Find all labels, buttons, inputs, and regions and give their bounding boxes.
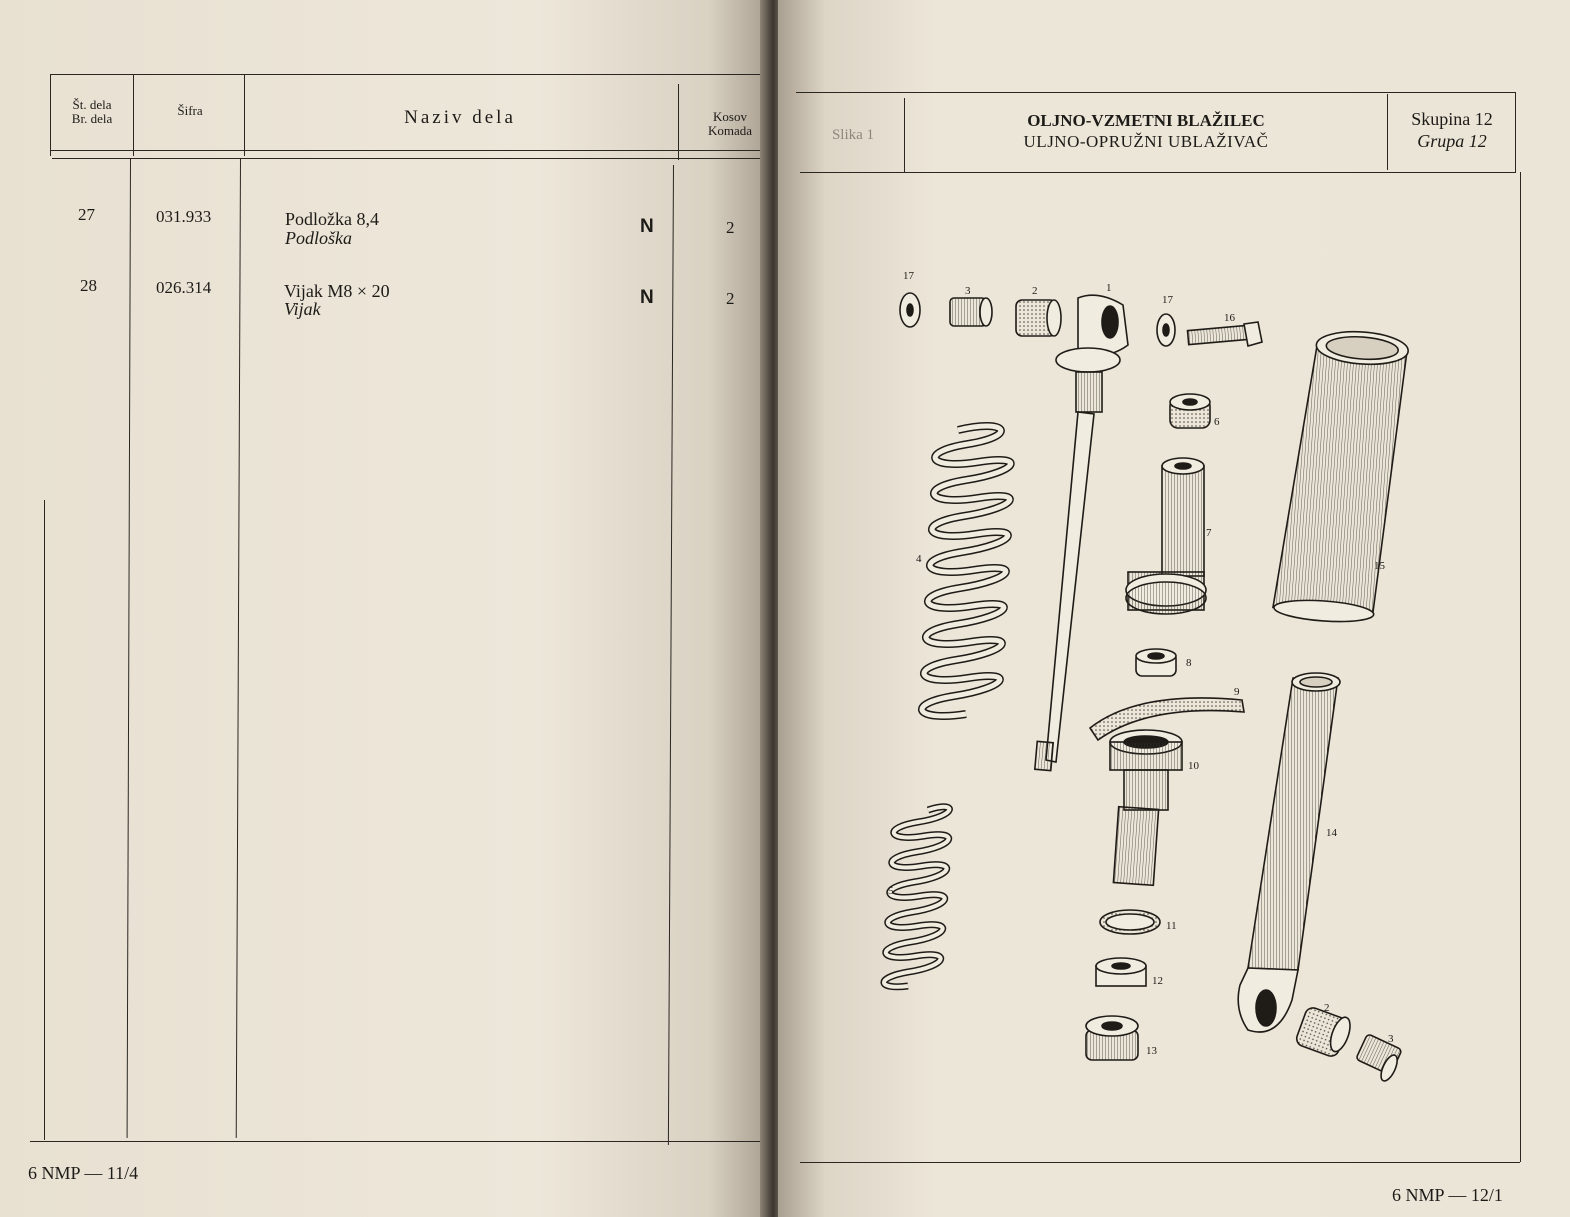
part-1-piston-rod (1035, 295, 1128, 770)
row-28-name-alt: Vijak (284, 299, 321, 319)
callout-2b: 2 (1324, 1002, 1330, 1014)
col-divider-2-head (244, 74, 245, 156)
row-27-quantity: 2 (726, 218, 735, 237)
col-divider-1-head (133, 74, 134, 156)
header-quantity-line1: Kosov (713, 109, 747, 124)
part-10-seal-housing (1110, 730, 1182, 885)
callout-1: 1 (1106, 282, 1112, 294)
row-28-number: 28 (80, 276, 97, 295)
header-part-name: Naziv dela (404, 107, 516, 128)
part-13-cap-nut (1086, 1016, 1138, 1060)
callout-12: 12 (1152, 975, 1163, 987)
callout-16: 16 (1224, 312, 1235, 324)
header-part-number (56, 98, 128, 125)
header-quantity (690, 110, 770, 137)
callout-17a: 17 (903, 270, 914, 282)
callout-15: 15 (1374, 560, 1385, 572)
group-label-alt: Grupa 12 (1417, 131, 1487, 151)
row-28-code: 026.314 (156, 278, 212, 297)
exploded-parts-drawing (778, 0, 1570, 1217)
callout-7: 7 (1206, 527, 1212, 539)
col-divider-1 (127, 158, 131, 1138)
table-top-border (50, 74, 760, 75)
part-12-slotted-nut (1096, 958, 1146, 986)
row-28-name: Vijak M8 × 20 (284, 281, 390, 301)
col-divider-left (50, 74, 51, 156)
header-double-border (52, 158, 760, 159)
callout-4: 4 (916, 553, 922, 565)
row-27-name-alt: Podloška (285, 228, 352, 248)
row-27-number: 27 (78, 205, 95, 224)
callout-14: 14 (1326, 827, 1337, 839)
row-27-mark: N (640, 216, 654, 237)
header-part-number-line1: Št. dela (72, 97, 112, 112)
callout-17b: 17 (1162, 294, 1173, 306)
col-divider-3-head (678, 84, 679, 160)
part-2-rubber-bushing (1016, 300, 1061, 336)
section-title: OLJNO-VZMETNI BLAŽILEC (1027, 111, 1265, 130)
header-code: Šifra (177, 103, 203, 118)
part-4-main-spring (922, 426, 1011, 716)
part-16-bolt (1188, 322, 1262, 346)
row-27-name: Podložka 8,4 (285, 209, 379, 229)
col-divider-2 (236, 158, 241, 1138)
callout-5: 5 (888, 885, 894, 897)
section-subtitle: ULJNO-OPRUŽNI UBLAŽIVAČ (1023, 132, 1269, 151)
table-bottom-border (30, 1141, 760, 1142)
part-3-bushing-lower (1356, 1034, 1402, 1084)
figure-label: Slika 1 (831, 127, 875, 143)
part-6-rubber-ring (1170, 394, 1210, 428)
col-divider-3 (668, 165, 674, 1145)
right-page (778, 0, 1570, 1217)
header-bottom-border (50, 150, 760, 151)
col-divider-left-lower (44, 500, 45, 1140)
row-28-quantity: 2 (726, 289, 735, 308)
header-quantity-line2: Komada (707, 122, 753, 138)
callout-9: 9 (1234, 686, 1240, 698)
callout-3b: 3 (1388, 1033, 1394, 1045)
callout-6: 6 (1214, 416, 1220, 428)
callout-8: 8 (1186, 657, 1192, 669)
right-page-footer: 6 NMP — 12/1 (1392, 1185, 1503, 1205)
left-page-footer: 6 NMP — 11/4 (28, 1163, 139, 1183)
part-15-outer-tube (1273, 329, 1409, 625)
part-3-bushing (950, 298, 992, 326)
callout-10: 10 (1188, 760, 1199, 772)
part-14-lower-tube (1238, 673, 1340, 1032)
group-label: Skupina 12 (1411, 109, 1493, 129)
callout-2a: 2 (1032, 285, 1038, 297)
callout-3a: 3 (965, 285, 971, 297)
callout-13: 13 (1146, 1045, 1157, 1057)
part-17-washer (900, 293, 920, 327)
part-11-o-ring (1100, 910, 1160, 934)
callout-11: 11 (1166, 920, 1177, 932)
row-28-mark: N (640, 287, 654, 308)
row-27-code: 031.933 (156, 207, 212, 226)
header-part-number-line2: Br. dela (71, 110, 113, 126)
part-7-guide-tube (1126, 458, 1206, 614)
part-17-washer-second (1157, 314, 1175, 346)
left-page (0, 0, 770, 1217)
part-8-ring (1136, 649, 1176, 676)
